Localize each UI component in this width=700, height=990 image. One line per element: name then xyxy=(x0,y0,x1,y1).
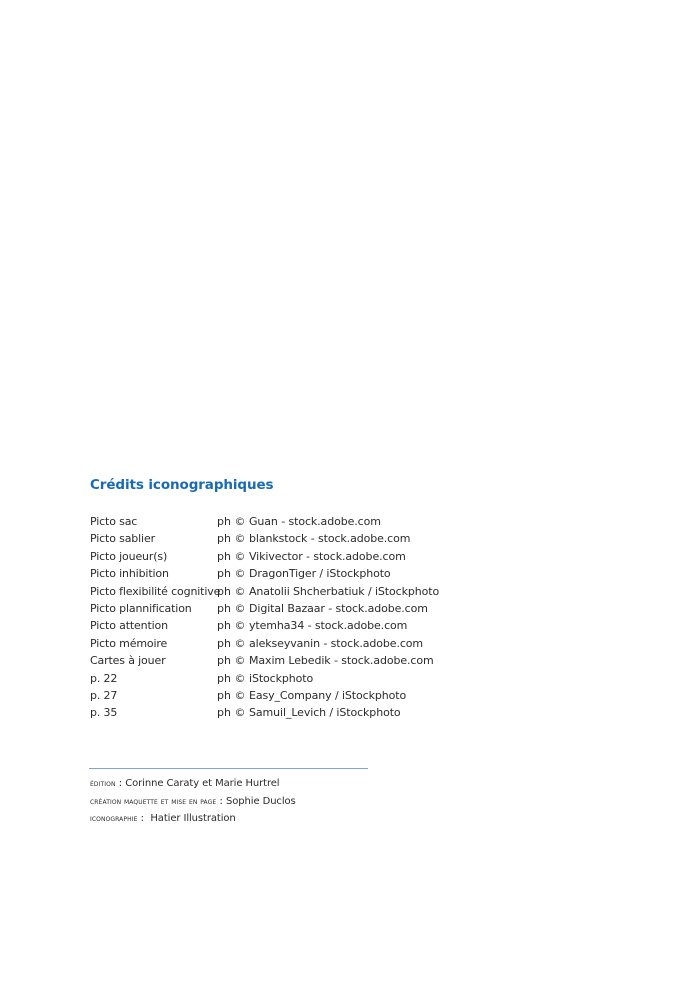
staff-role: création maquette et mise en page xyxy=(90,796,217,807)
credit-ph: ph © xyxy=(217,567,246,581)
credit-ph: ph © xyxy=(217,636,246,650)
credit-ph: ph © xyxy=(217,619,246,633)
credit-source: Vikivector - stock.adobe.com xyxy=(249,549,406,563)
credit-subject: Picto plannification xyxy=(90,601,192,615)
credit-row xyxy=(90,687,610,704)
credit-row xyxy=(90,670,610,687)
staff-name: Corinne Caraty et Marie Hurtrel xyxy=(125,778,280,789)
staff-role: édition xyxy=(90,779,116,789)
credit-source: Guan - stock.adobe.com xyxy=(249,515,381,528)
credit-source: Anatolii Shcherbatiuk / iStockphoto xyxy=(249,584,440,598)
credit-ph: ph © xyxy=(217,584,246,598)
credit-row xyxy=(90,548,610,565)
credit-row xyxy=(90,530,610,547)
credit-subject: p. 22 xyxy=(90,671,118,685)
credit-ph: ph © xyxy=(217,654,246,668)
staff-separator: : xyxy=(137,813,151,824)
credit-row xyxy=(90,600,610,617)
credit-subject: Picto mémoire xyxy=(90,636,168,650)
credit-subject: p. 27 xyxy=(90,688,118,702)
credit-source: Maxim Lebedik - stock.adobe.com xyxy=(249,654,434,668)
credit-row xyxy=(90,565,610,582)
credit-source: blankstock - stock.adobe.com xyxy=(249,532,411,546)
credits-section xyxy=(90,475,610,722)
credit-subject: Picto attention xyxy=(90,619,168,633)
credit-ph: ph © xyxy=(217,515,246,528)
credit-source: Easy_Company / iStockphoto xyxy=(249,688,407,702)
credit-source: DragonTiger / iStockphoto xyxy=(249,567,391,581)
staff-separator: : xyxy=(115,778,126,789)
credit-ph: ph © xyxy=(217,688,246,702)
section-divider xyxy=(89,768,368,769)
credit-row xyxy=(90,652,610,669)
credit-ph: ph © xyxy=(217,549,246,563)
credit-subject: Picto flexibilité cognitive xyxy=(90,584,221,598)
staff-name: Sophie Duclos xyxy=(226,795,296,807)
credit-ph: ph © xyxy=(217,671,246,685)
credits-title: Crédits iconographiques xyxy=(90,477,274,493)
staff-name: Hatier Illustration xyxy=(150,813,236,824)
credit-subject: p. 35 xyxy=(90,706,118,720)
credit-ph: ph © xyxy=(217,706,246,720)
staff-row-layout xyxy=(90,793,490,811)
credit-row xyxy=(90,635,610,652)
credit-source: alekseyvanin - stock.adobe.com xyxy=(249,636,424,650)
credit-subject: Picto sac xyxy=(90,515,138,528)
credit-row xyxy=(90,583,610,600)
credit-row xyxy=(90,617,610,634)
credit-subject: Cartes à jouer xyxy=(90,654,166,668)
staff-row-iconography xyxy=(90,810,490,828)
credit-source: iStockphoto xyxy=(249,671,314,685)
credit-source: Digital Bazaar - stock.adobe.com xyxy=(249,601,428,615)
credit-source: ytemha34 - stock.adobe.com xyxy=(249,619,408,633)
credit-subject: Picto sablier xyxy=(90,532,155,546)
credit-row xyxy=(90,513,610,530)
staff-separator: : xyxy=(216,795,227,807)
staff-credits xyxy=(90,775,490,828)
credit-list xyxy=(90,513,610,722)
staff-row-edition xyxy=(90,775,490,793)
credit-subject: Picto joueur(s) xyxy=(90,549,168,563)
credit-ph: ph © xyxy=(217,532,246,546)
credit-row xyxy=(90,704,610,721)
staff-role: iconographie xyxy=(90,814,138,824)
credit-subject: Picto inhibition xyxy=(90,567,169,581)
credit-source: Samuil_Levich / iStockphoto xyxy=(249,706,401,720)
credit-ph: ph © xyxy=(217,601,246,615)
